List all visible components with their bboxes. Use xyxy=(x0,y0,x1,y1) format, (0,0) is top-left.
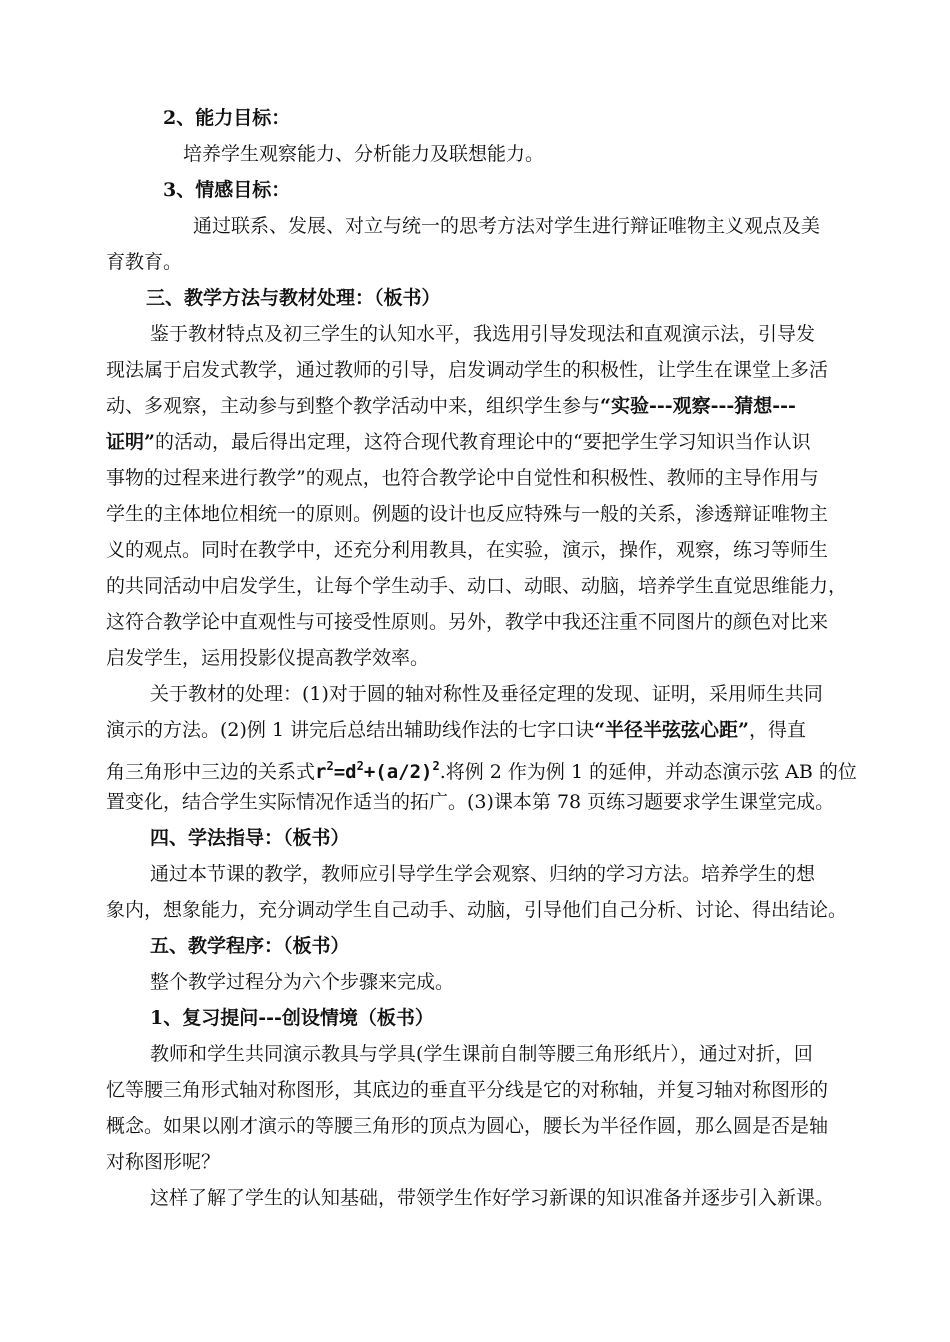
paragraph-method-line-8: 的共同活动中启发学生，让每个学生动手、动口、动眼、动脑，培养学生直觉思维能力， xyxy=(106,575,848,597)
heading-learning-guide: 四、学法指导：（板书） xyxy=(150,827,350,849)
heading-emotion-goal: 3、情感目标： xyxy=(163,179,291,201)
material-line-3-text: 角三角形中三边的关系式 xyxy=(106,761,316,783)
paragraph-material-line-3 xyxy=(106,754,857,784)
paragraph-emotion-line-2: 育教育。 xyxy=(106,251,183,273)
paragraph-step1-line-4: 对称图形呢？ xyxy=(106,1151,221,1173)
paragraph-emotion-line-1: 通过联系、发展、对立与统一的思考方法对学生进行辩证唯物主义观点及美 xyxy=(193,215,821,237)
formula xyxy=(315,761,440,783)
paragraph-material-line-2 xyxy=(106,718,806,742)
paragraph-step1-line-3: 概念。如果以刚才演示的等腰三角形的顶点为圆心，腰长为半径作圆，那么圆是否是轴 xyxy=(106,1115,829,1137)
heading-ability-goal: 2、能力目标： xyxy=(163,107,291,129)
heading-teaching-method: 三、教学方法与教材处理：（板书） xyxy=(146,287,441,309)
paragraph-method-line-2: 现法属于启发式教学，通过教师的引导，启发调动学生的积极性，让学生在课堂上多活 xyxy=(106,359,829,381)
paragraph-ability: 培养学生观察能力、分析能力及联想能力。 xyxy=(183,143,545,165)
material-emphasis-mnemonic: “半径半弦弦心距” xyxy=(594,719,749,741)
formula-d: =d xyxy=(333,761,357,783)
formula-exponent-3: 2 xyxy=(432,759,440,773)
formula-exponent-1: 2 xyxy=(326,759,334,773)
method-line-4-text: 的活动，最后得出定理，这符合现代教育理论中的“要把学生学习知识当作认识 xyxy=(154,431,811,453)
formula-exponent-2: 2 xyxy=(356,759,364,773)
paragraph-guide-line-2: 象内，想象能力，充分调动学生自己动手、动脑，引导他们自己分析、讨论、得出结论。 xyxy=(106,899,848,921)
material-line-2-text: 演示的方法。(2)例 1 讲完后总结出辅助线作法的七字口诀 xyxy=(106,719,595,741)
paragraph-method-line-5: 事物的过程来进行教学”的观点，也符合教学论中自觉性和积极性、教师的主导作用与 xyxy=(106,467,819,489)
material-line-3-tail: .将例 2 作为例 1 的延伸，并动态演示弦 AB 的位 xyxy=(439,761,857,783)
method-emphasis-prove: 证明” xyxy=(106,431,155,453)
paragraph-method-line-7: 义的观点。同时在教学中，还充分利用教具，在实验，演示，操作，观察，练习等师生 xyxy=(106,539,829,561)
paragraph-step1-line-5: 这样了解了学生的认知基础，带领学生作好学习新课的知识准备并逐步引入新课。 xyxy=(150,1187,835,1209)
paragraph-method-line-9: 这符合教学论中直观性与可接受性原则。另外，教学中我还注重不同图片的颜色对比来 xyxy=(106,611,829,633)
paragraph-step1-line-2: 忆等腰三角形式轴对称图形，其底边的垂直平分线是它的对称轴，并复习轴对称图形的 xyxy=(106,1079,829,1101)
method-line-3-text: 动、多观察，主动参与到整个教学活动中来，组织学生参与 xyxy=(106,395,601,417)
heading-teaching-procedure: 五、教学程序：（板书） xyxy=(150,935,350,957)
method-emphasis-experiment: “实验---观察---猜想--- xyxy=(600,395,796,417)
formula-r: r xyxy=(315,761,327,783)
paragraph-material-line-1: 关于教材的处理：(1)对于圆的轴对称性及垂径定理的发现、证明，采用师生共同 xyxy=(150,683,823,705)
material-line-2-tail: ，得直 xyxy=(748,719,806,741)
paragraph-step1-line-1: 教师和学生共同演示教具与学具(学生课前自制等腰三角形纸片），通过对折，回 xyxy=(150,1043,813,1065)
paragraph-guide-line-1: 通过本节课的教学，教师应引导学生学会观察、归纳的学习方法。培养学生的想 xyxy=(150,863,816,885)
paragraph-procedure: 整个教学过程分为六个步骤来完成。 xyxy=(150,971,455,993)
paragraph-method-line-4 xyxy=(106,430,811,454)
formula-a: +(a/2) xyxy=(363,761,433,783)
paragraph-method-line-10: 启发学生，运用投影仪提高教学效率。 xyxy=(106,647,430,669)
paragraph-method-line-3 xyxy=(106,394,796,418)
paragraph-method-line-1: 鉴于教材特点及初三学生的认知水平，我选用引导发现法和直观演示法，引导发 xyxy=(150,323,816,345)
paragraph-material-line-4: 置变化，结合学生实际情况作适当的拓广。(3)课本第 78 页练习题要求学生课堂完成。 xyxy=(106,791,835,813)
heading-step-1: 1、复习提问---创设情境（板书） xyxy=(150,1007,434,1029)
paragraph-method-line-6: 学生的主体地位相统一的原则。例题的设计也反应特殊与一般的关系，渗透辩证唯物主 xyxy=(106,503,829,525)
